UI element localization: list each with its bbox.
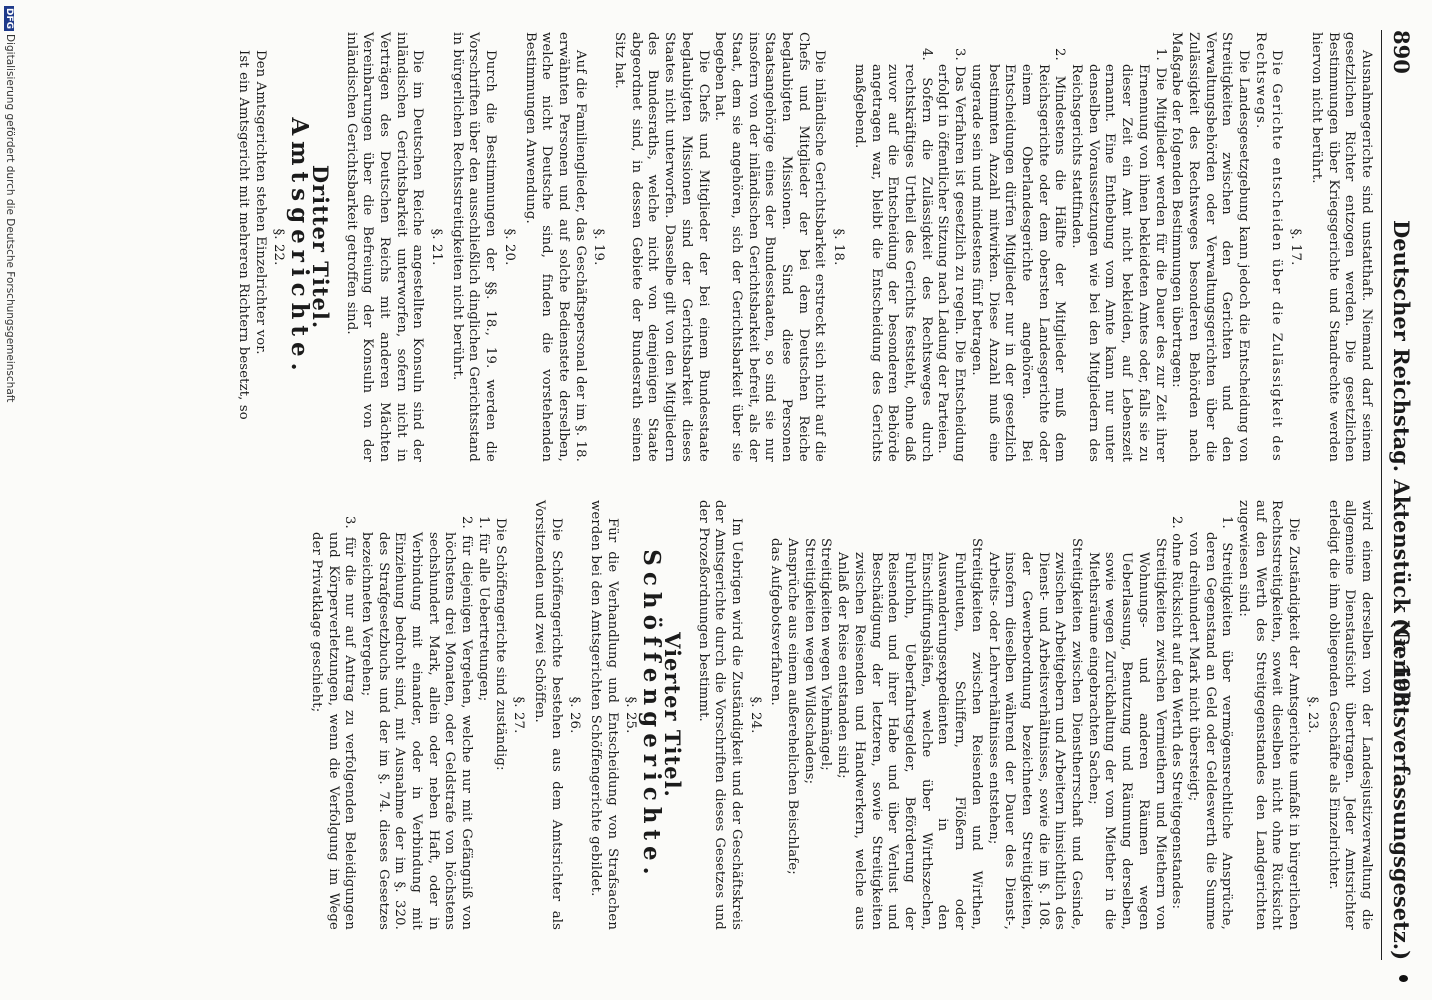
section-heading: §. 23.: [1304, 696, 1320, 734]
paragraph: Die Schöffengerichte sind zuständig:: [492, 518, 508, 771]
list-item: 2. für diejenigen Vergehen, welche nur mit Gefängniß von höchstens drei Monaten, oder Geldstrafe von höchstens sechshundert Mark, allein oder neben Haft, oder in Verbindung mit einander, oder in Verbindung mit Einziehung bedroht sind, mit Ausnahme der im §. 320. des Strafgesetzbuchs und der im §. 74. dieses Gesetzes bezeichneten Vergehen;: [358, 516, 475, 930]
paragraph: Auf die Familienglieder, das Geschäftspersonal der im §. 18. erwähnten Personen und auf solche Bedienstete derselben, welche nicht Deutsche sind, finden die vorstehenden Bestimmungen Anwendung.: [522, 32, 588, 462]
page-title: Deutscher Reichstag. Aktenstück Nr. 198.: [1389, 220, 1414, 715]
paragraph: Die Chefs und Mitglieder der bei einem Bundesstaate beglaubigten Missionen sind der Gerichtsbarkeit dieses Staates nicht unterworfen. Dasselbe gilt von den Mitgliedern des Bundesraths, welche nicht von demjenigen Staate abgeordnet sind, in dessen Gebiete der Bundesrath seinen Sitz hat.: [612, 32, 711, 462]
list-item: 2. ohne Rücksicht auf den Werth des Streitgegenstandes:: [1169, 516, 1185, 910]
title-name: Schöffengerichte.: [638, 549, 666, 881]
list-item: 3. für die nur auf Antrag zu verfolgenden Beleidigungen und Körperverletzungen, wenn die Verfolgung im Wege der Privatklage geschieht;: [308, 516, 358, 930]
paragraph: Die Schöffengerichte bestehen aus dem Amtsrichter als Vorsitzenden und zwei Schöffen.: [531, 500, 564, 930]
sub-item: Streitigkeiten zwischen Reisenden und Wirthen, Fuhrleuten, Schiffern, Flößern oder Auswanderungsexpedienten in den Einschiffungshäfen, welche über Wirthszechen, Fuhrlohn, Ueberfahrtsgelder, Beförderung der Reisenden und ihrer Habe und über Verlust und Beschädigung der letzteren, sowie Streitigkeiten zwischen Reisenden und Handwerkern, welche aus Anlaß der Reise entstanden sind;: [835, 538, 984, 930]
header-rule: [1381, 30, 1382, 960]
paragraph: Die inländische Gerichtsbarkeit erstreckt sich nicht auf die Chefs und Mitglieder der bei dem Deutschen Reiche beglaubigten Missionen. Sind diese Personen Staatsangehörige eines der Bundesstaaten, so sind sie nur insofern von der inländischen Gerichtsbarkeit befreit, als der Staat, dem sie angehören, sich der Gerichtsbarkeit über sie begeben hat.: [712, 32, 828, 462]
page-number: 890: [1389, 30, 1414, 74]
paragraph: wird einem derselben von der Landesjustizverwaltung die allgemeine Dienstaufsicht übertragen. Jeder Amtsrichter erledigt die ihm obliegenden Geschäfte als Einzelrichter.: [1325, 500, 1374, 930]
sub-item: Streitigkeiten wegen Viehmängel;: [818, 538, 834, 771]
paragraph: Ist ein Amtsgericht mit mehreren Richtern besetzt, so: [236, 50, 251, 420]
footer-credit: [4, 6, 16, 402]
paragraph: Die Zuständigkeit der Amtsgerichte umfaßt in bürgerlichen Rechtsstreitigkeiten, soweit dieselben nicht ohne Rücksicht auf den Werth des Streitgegenstandes den Landgerichten zugewiesen sind:: [1236, 500, 1302, 930]
section-heading: §. 21.: [429, 228, 445, 266]
section-heading: §. 24.: [747, 696, 763, 734]
list-item: 1. Streitigkeiten über vermögensrechtliche Ansprüche, deren Gegenstand an Geld oder Geldeswerth die Summe von dreihundert Mark nicht übersteigt;: [1185, 516, 1235, 930]
section-heading: §. 27.: [511, 696, 527, 734]
corner-mark: [1399, 975, 1408, 982]
section-heading: §. 26.: [567, 696, 583, 734]
list-item: 1. für alle Uebertretungen;: [475, 516, 491, 702]
title-name: Amtsgerichte.: [286, 117, 314, 377]
paragraph: Durch die Bestimmungen der §§. 18., 19. werden die Vorschriften über den ausschließlich dinglichen Gerichtsstand in bürgerlichen Rechtsstreitigkeiten nicht berührt.: [449, 32, 499, 462]
footer-text: Digitalisierung gefördert durch die Deutsche Forschungsgemeinschaft: [4, 34, 16, 403]
list-item: 2. Mindestens die Hälfte der Mitglieder muß dem Reichsgerichte oder dem obersten Landesgerichte oder einem Oberlandesgerichte angehören. Bei Entscheidungen dürfen Mitglieder nur in der gesetzlich bestimmten Anzahl mitwirken. Diese Anzahl muß eine ungerade sein und mindestens fünf betragen.: [968, 48, 1068, 462]
sub-item: Streitigkeiten zwischen Vermiethern und Miethern von Wohnungs- und anderen Räumen wegen Ueberlassung, Benutzung und Räumung derselben, sowie wegen Zurückhaltung der vom Miether in die Miethsräume eingebrachten Sachen;: [1085, 538, 1168, 930]
paragraph: Die Gerichte entscheiden über die Zulässigkeit des Rechtswegs.: [1252, 32, 1285, 462]
page-subtitle: (Gerichtsverfassungsgesetz.): [1389, 618, 1414, 960]
section-heading: §. 18.: [831, 228, 847, 266]
section-heading: §. 17.: [1288, 228, 1304, 266]
list-item: 1. Die Mitglieder werden für die Dauer des zur Zeit ihrer Ernennung von ihnen bekleideten Amtes oder, falls sie zu dieser Zeit ein Amt nicht bekleiden, auf Lebenszeit ernannt. Eine Enthebung vom Amte kann nur unter denselben Voraussetzungen wie bei den Mitgliedern des Reichsgerichts stattfinden.: [1069, 48, 1168, 462]
title-heading: Vierter Titel.: [659, 632, 685, 798]
title-heading: Dritter Titel.: [307, 164, 333, 330]
paragraph: Ausnahmegerichte sind unstatthaft. Niemand darf seinem gesetzlichen Richter entzogen werden. Die gesetzlichen Bestimmungen über Kriegsgerichte und Standrechte werden hiervon nicht berührt.: [1308, 32, 1374, 462]
sub-item: Streitigkeiten zwischen Dienstherrschaft und Gesinde, zwischen Arbeitgebern und Arbeitern hinsichtlich des Dienst- und Arbeitsverhältnisses, sowie die im §. 108. der Gewerbeordnung bezeichneten Streitigkeiten, insofern dieselben während der Dauer des Dienst-, Arbeits- oder Lehrverhältnisses entstehen;: [985, 538, 1085, 930]
paragraph: Im Uebrigen wird die Zuständigkeit und der Geschäftskreis der Amtsgerichte durch die Vorschriften dieses Gesetzes und der Prozeßordnungen bestimmt.: [695, 500, 744, 930]
list-item: 3. Das Verfahren ist gesetzlich zu regeln. Die Entscheidung erfolgt in öffentlicher Sitzung nach Ladung der Parteien.: [935, 48, 968, 462]
sub-item: Ansprüche aus einem außerehelichen Beischlafe;: [785, 538, 801, 875]
dfg-logo: DFG: [4, 8, 14, 30]
right-column: [307, 500, 1374, 930]
section-heading: §. 20.: [501, 228, 517, 266]
sub-item: das Aufgebotsverfahren.: [768, 538, 784, 706]
section-heading: §. 19.: [591, 228, 607, 266]
paragraph: Den Amtsgerichten stehen Einzelrichter vor.: [252, 50, 268, 355]
sub-item: Streitigkeiten wegen Wildschadens;: [801, 538, 817, 785]
paragraph: Die Landesgesetzgebung kann jedoch die Entscheidung von Streitigkeiten zwischen den Gerichten und den Verwaltungsbehörden oder Verwaltungsgerichten über die Zulässigkeit des Rechtsweges besonderen Behörden nach Maßgabe der folgenden Bestimmungen übertragen:: [1169, 32, 1252, 462]
list-item: 4. Sofern die Zulässigkeit des Rechtsweges durch rechtskräftiges Urtheil des Gerichts feststeht, ohne daß zuvor auf die Entscheidung der besonderen Behörde angetragen war, bleibt die Entscheidung des Gerichts maßgebend.: [851, 48, 934, 462]
paragraph: Die im Deutschen Reiche angestellten Konsuln sind der inländischen Gerichtsbarkeit unterworfen, sofern nicht in Verträgen des Deutschen Reichs mit anderen Mächten Vereinbarungen über die Befreiung der Konsuln von der inländischen Gerichtsbarkeit getroffen sind.: [343, 32, 426, 462]
section-heading: §. 22.: [271, 228, 287, 266]
paragraph: Für die Verhandlung und Entscheidung von Strafsachen werden bei den Amtsgerichten Schöffengerichte gebildet.: [588, 500, 620, 930]
left-column: [234, 32, 1374, 462]
section-heading: §. 25.: [623, 696, 639, 734]
